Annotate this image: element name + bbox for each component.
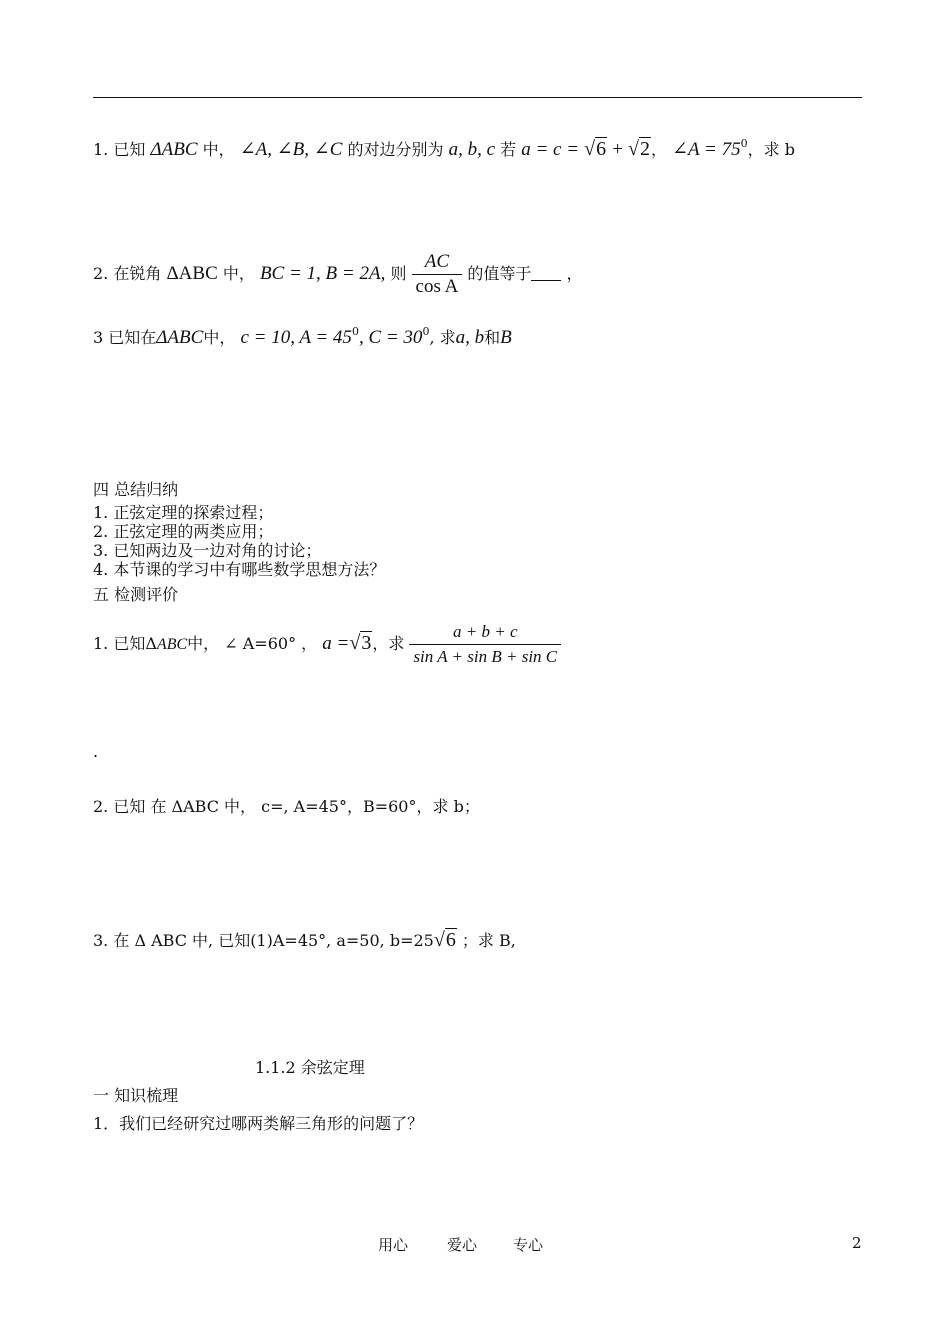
q1-text: 的对边分别为	[347, 140, 444, 159]
q3-text: 和	[484, 328, 501, 347]
q1-text: 中，	[202, 140, 235, 159]
tq1-fraction-denominator: sin A + sin B + sin C	[413, 647, 558, 666]
tq1-text: ，求	[372, 634, 405, 653]
tq1-fraction	[409, 622, 561, 667]
test-question-1	[93, 622, 561, 667]
q2-text: 2. 在锐角	[93, 264, 162, 283]
q1-text: ，求 b	[747, 140, 795, 159]
q1-radicand: 2	[640, 138, 651, 160]
q1-sqrt: √6	[584, 138, 607, 160]
q1-degree: 0	[740, 137, 748, 150]
q3-degree: 0	[351, 325, 359, 338]
q1-plus: +	[612, 139, 623, 160]
tq1-radicand: 3	[361, 632, 372, 654]
section-4-heading: 四 总结归纳	[93, 480, 179, 499]
question-3	[93, 322, 512, 348]
q1-triangle: ΔABC	[150, 139, 198, 160]
tq1-fraction-numerator: a + b + c	[409, 622, 561, 645]
test-question-3	[93, 930, 516, 951]
tq3-sqrt: √6	[433, 929, 456, 951]
footer-motto: 用心	[378, 1236, 409, 1254]
tq1-triangle: ABC	[156, 636, 188, 653]
q3-text: 3 已知在	[93, 328, 157, 347]
summary-item: 3. 已知两边及一边对角的讨论；	[93, 541, 322, 560]
q1-angle-value: ∠A = 75	[672, 139, 741, 160]
q2-text: ，	[566, 264, 583, 283]
test-question-2: 2. 已知 在 ΔABC 中， c=, A=45°，B=60°，求 b；	[93, 797, 480, 816]
q1-equation: a = c =	[521, 139, 580, 160]
stray-dot: .	[93, 742, 99, 761]
q1-text: ，	[651, 140, 668, 159]
tq3-text: ；求 B,	[461, 931, 516, 950]
q3-degree: 0	[422, 325, 430, 338]
tq3-text: 3. 在 Δ ABC 中, 已知(1)A=45°, a=50, b=25	[93, 931, 434, 950]
question-2	[93, 252, 583, 297]
page-number: 2	[852, 1234, 862, 1252]
section-5-heading: 五 检测评价	[93, 585, 179, 604]
tq1-text: 1. 已知Δ	[93, 634, 157, 653]
q2-text: 则	[390, 264, 407, 283]
q1-angles: ∠A, ∠B, ∠C	[239, 139, 343, 160]
tq1-sqrt: √3	[349, 632, 372, 654]
q2-text: 的值等于	[467, 264, 532, 283]
q2-fraction	[412, 252, 463, 297]
q3-condition: c = 10, A = 45	[240, 327, 352, 348]
q1-number: 1.	[93, 140, 109, 159]
summary-item: 1. 正弦定理的探索过程；	[93, 503, 274, 522]
question-1	[93, 134, 795, 160]
q2-answer-blank	[531, 266, 561, 281]
q3-condition: , C = 30	[358, 327, 423, 348]
q2-fraction-denominator: cos A	[415, 276, 459, 297]
q2-triangle: ΔABC	[166, 263, 218, 284]
q1-sides: a, b, c	[448, 139, 496, 160]
header-rule	[93, 97, 862, 98]
knowledge-question-1: 1．我们已经研究过哪两类解三角形的问题了？	[93, 1114, 424, 1133]
tq1-angle: ∠ A=60°	[224, 634, 297, 653]
footer-motto: 爱心	[447, 1236, 478, 1254]
section-knowledge-heading: 一 知识梳理	[93, 1086, 179, 1105]
q1-text: 若	[500, 140, 517, 159]
q3-text: 中，	[203, 328, 236, 347]
q1-text: 已知	[113, 140, 146, 159]
tq1-text: ，	[301, 634, 318, 653]
q3-variables: a, b	[455, 327, 485, 348]
q2-text: 中，	[222, 264, 255, 283]
summary-item: 2. 正弦定理的两类应用；	[93, 522, 274, 541]
q2-fraction-numerator: AC	[412, 252, 463, 275]
q1-sqrt: √2	[628, 138, 651, 160]
tq1-text: 中，	[187, 634, 220, 653]
q3-triangle: ΔABC	[156, 327, 204, 348]
summary-item: 4. 本节课的学习中有哪些数学思想方法？	[93, 560, 386, 579]
q3-variable-b: B	[500, 327, 512, 348]
q2-condition: BC = 1, B = 2A,	[259, 263, 386, 284]
footer-motto: 专心	[513, 1236, 544, 1254]
section-title-cosine-law: 1.1.2 余弦定理	[255, 1058, 365, 1077]
q1-radicand: 6	[596, 138, 607, 160]
tq3-radicand: 6	[445, 929, 456, 951]
q3-text: , 求	[429, 328, 456, 347]
tq1-a: a =	[322, 633, 350, 654]
